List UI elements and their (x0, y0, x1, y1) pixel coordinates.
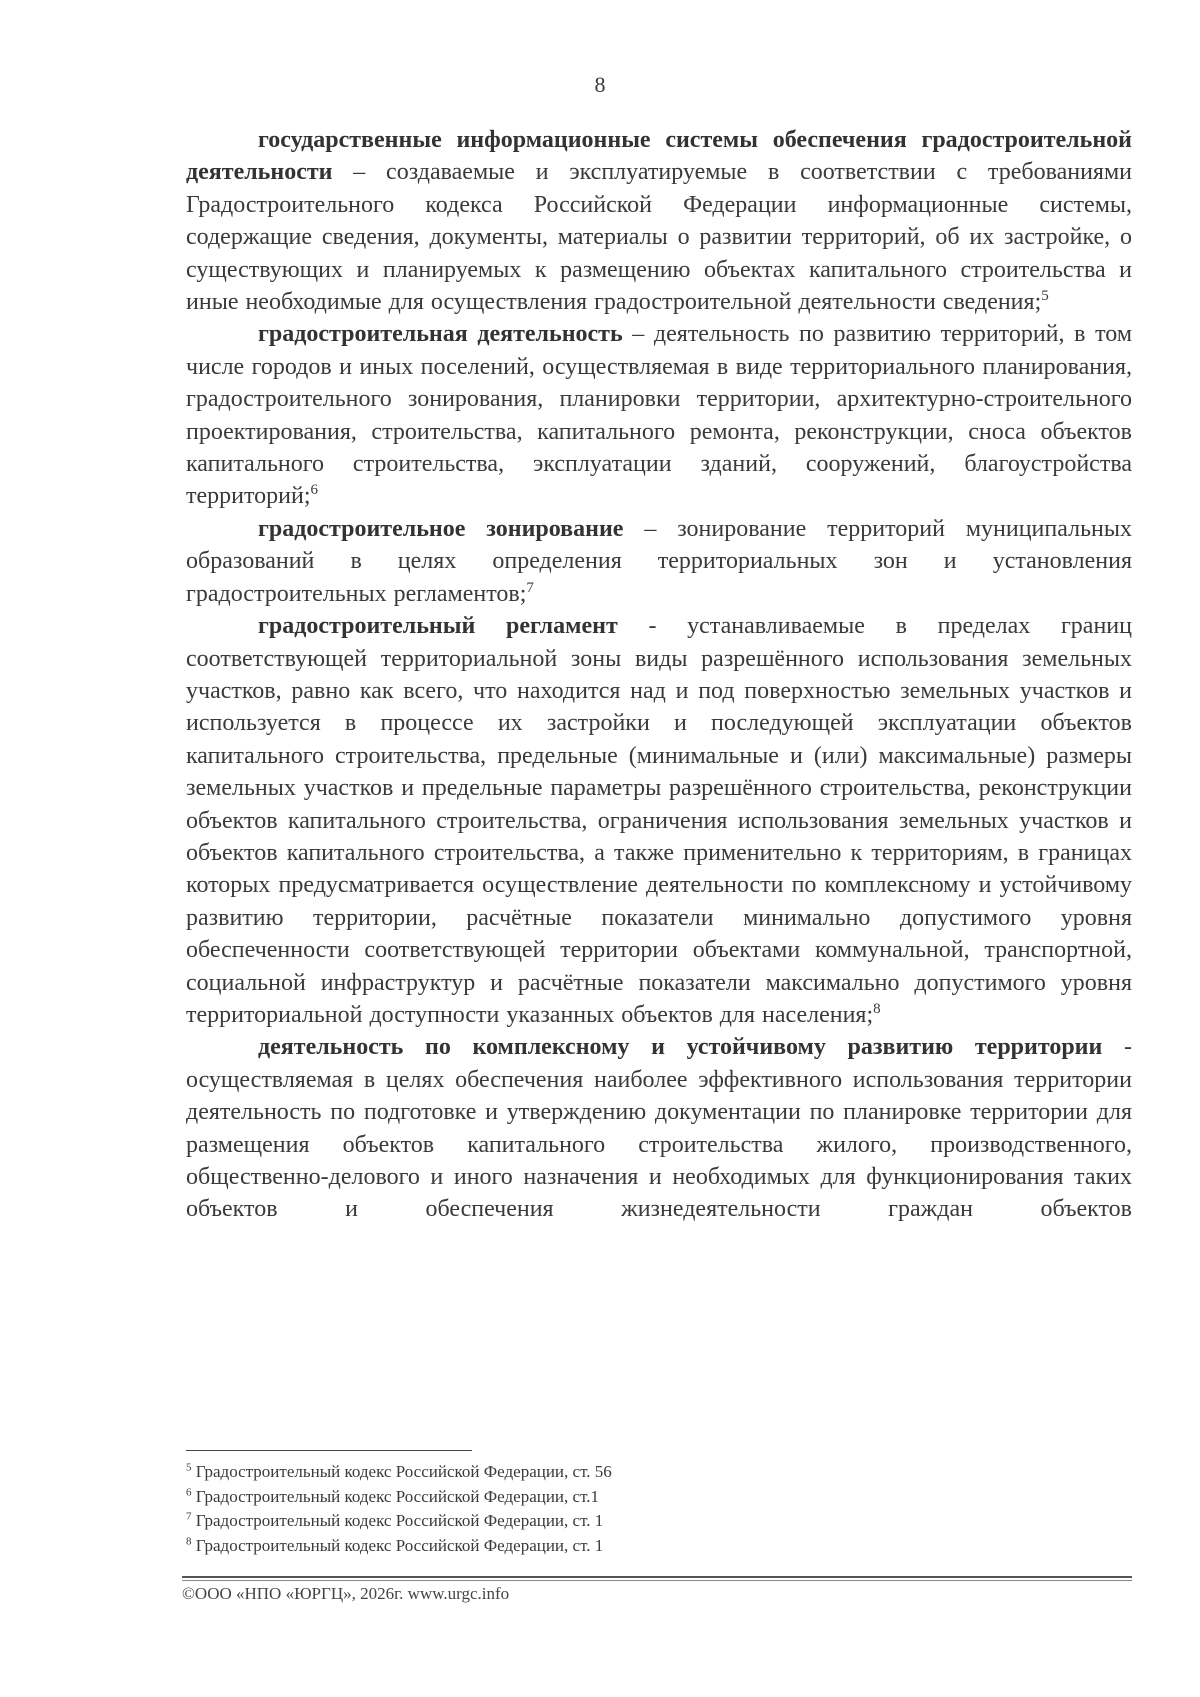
footnote-ref: 6 (310, 482, 319, 499)
defined-term: градостроительное зонирование (258, 515, 624, 542)
definition-text: – зонирование территорий муниципальных образований в целях определения территориальных зон и установления градостроительных регламентов; (186, 515, 1132, 607)
definition-paragraph (186, 610, 1132, 1031)
footnote-ref: 5 (1041, 288, 1049, 305)
definition-paragraph (186, 1031, 1132, 1225)
definition-paragraph (186, 124, 1132, 318)
footnote-text: Градостроительный кодекс Российской Федерации, ст. 1 (191, 1511, 604, 1530)
footnote-text: Градостроительный кодекс Российской Федерации, ст. 1 (191, 1535, 604, 1555)
footnote (186, 1485, 1086, 1510)
page-number: 8 (594, 72, 606, 97)
footnote-text: Градостроительный кодекс Российской Федерации, ст.1 (191, 1486, 599, 1506)
footer-divider (182, 1576, 1132, 1578)
footnote-ref: 8 (873, 1000, 881, 1017)
footnote (186, 1534, 1086, 1559)
defined-term: деятельность по комплексному и устойчивому развитию территории (258, 1034, 1103, 1061)
footnote (186, 1460, 1086, 1485)
footnote-number: 7 (186, 1510, 192, 1523)
defined-term: государственные информационные системы обеспечения градостроительной деятельности (186, 127, 1132, 186)
definition-paragraph (186, 318, 1132, 512)
definition-text: – создаваемые и эксплуатируемые в соответствии с требованиями Градостроительного кодекса Российской Федерации информационные системы, содержащие сведения, документы, материалы о развитии территорий, об их застройке, о существующих и планируемых к размещению объектах капитального строительства и иные необходимые для осуществления градостроительной деятельности сведения; (186, 159, 1132, 316)
footnotes (186, 1460, 1086, 1558)
document-body (186, 124, 1132, 1226)
footnote-number: 6 (186, 1485, 192, 1498)
footnote-ref: 7 (526, 579, 534, 596)
definition-text: - осуществляемая в целях обеспечения наиболее эффективного использования территории деятельность по подготовке и утверждению документации по планировке территории для размещения объектов капитального строительства жилого, производственного, общественно-делового и иного назначения и необходимых для функционирования таких объектов и обеспечения жизнедеятельности граждан объектов (186, 1034, 1132, 1223)
defined-term: градостроительная деятельность (258, 321, 623, 348)
footnote-separator (186, 1450, 472, 1451)
footnote (186, 1509, 1086, 1534)
definition-text: – деятельность по развитию территорий, в том числе городов и иных поселений, осуществляемая в виде территориального планирования, градостроительного зонирования, планировки территории, архитектурно-строительного проектирования, строительства, капитального ремонта, реконструкции, сноса объектов капитального строительства, эксплуатации зданий, сооружений, благоустройства территорий; (186, 321, 1133, 510)
page-footer: ©ООО «НПО «ЮРГЦ», 2026г. www.urgc.info (182, 1584, 510, 1603)
footnote-number: 8 (186, 1534, 192, 1547)
footnote-text: Градостроительный кодекс Российской Федерации, ст. 56 (191, 1462, 612, 1481)
footer-divider-thin (182, 1580, 1132, 1581)
definition-paragraph (186, 513, 1132, 610)
definition-text: - устанавливаемые в пределах границ соответствующей территориальной зоны виды разрешённого использования земельных участков, равно как всего, что находится над и под поверхностью земельных участков и используется в процессе их застройки и последующей эксплуатации объектов капитального строительства, предельные (минимальные и (или) максимальные) размеры земельных участков и предельные параметры разрешённого строительства, реконструкции объектов капитального строительства, ограничения использования земельных участков и объектов капитального строительства, а также применительно к территориям, в границах которых предусматривается осуществление деятельности по комплексному и устойчивому развитию территории, расчётные показатели минимально допустимого уровня обеспеченности соответствующей территории объектами коммунальной, транспортной, социальной инфраструктур и расчётные показатели максимально допустимого уровня территориальной доступности указанных объектов для населения; (186, 613, 1132, 1028)
footnote-number: 5 (186, 1461, 192, 1474)
defined-term: градостроительный регламент (258, 613, 618, 640)
